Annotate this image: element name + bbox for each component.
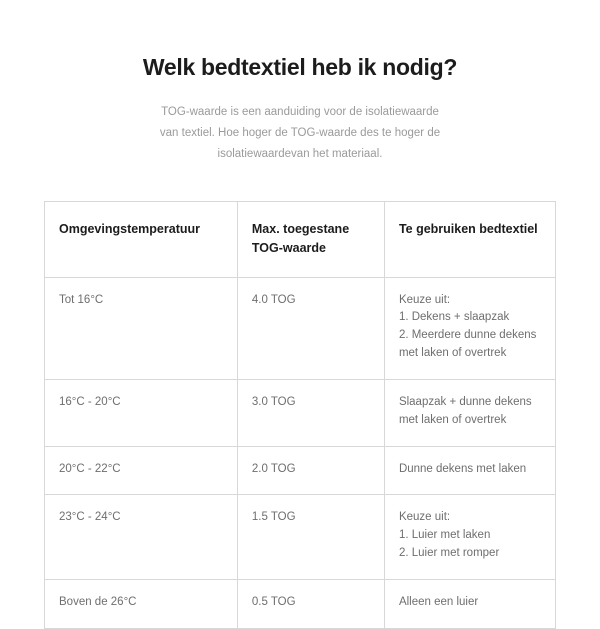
textile-line: Slaapzak + dunne dekens [398, 395, 532, 408]
cell-temperature: 23°C - 24°C [45, 495, 238, 579]
cell-temperature: 16°C - 20°C [45, 379, 238, 446]
textile-line: Keuze uit: [398, 511, 451, 524]
cell-tog: 0.5 TOG [237, 579, 384, 628]
table-row [45, 446, 556, 495]
table-header-row [45, 202, 556, 277]
table-row [45, 379, 556, 446]
cell-textile [384, 495, 555, 579]
textile-line: 1. Luier met laken [398, 529, 491, 542]
cell-tog: 4.0 TOG [237, 277, 384, 379]
column-header-textile: Te gebruiken bedtextiel [384, 202, 555, 277]
textile-line: 2. Meerdere dunne dekens [398, 329, 537, 342]
table-row [45, 277, 556, 379]
cell-temperature: Tot 16°C [45, 277, 238, 379]
intro-line-1: TOG-waarde is een aanduiding voor de isolatiewaarde [161, 105, 439, 118]
textile-line: 2. Luier met romper [398, 546, 500, 559]
textile-line: Keuze uit: [398, 293, 451, 306]
table-row [45, 579, 556, 628]
table-body [45, 277, 556, 628]
cell-tog: 1.5 TOG [237, 495, 384, 579]
cell-tog: 2.0 TOG [237, 446, 384, 495]
intro-line-3: isolatiewaardevan het materiaal. [217, 148, 383, 161]
intro-paragraph [160, 102, 440, 166]
cell-textile [384, 379, 555, 446]
cell-temperature: Boven de 26°C [45, 579, 238, 628]
page-title: Welk bedtextiel heb ik nodig? [142, 54, 458, 80]
cell-textile [384, 579, 555, 628]
cell-textile [384, 277, 555, 379]
table-row [45, 495, 556, 579]
textile-line: met laken of overtrek [398, 413, 507, 426]
textile-line: Alleen een luier [398, 595, 479, 608]
cell-temperature: 20°C - 22°C [45, 446, 238, 495]
cell-tog: 3.0 TOG [237, 379, 384, 446]
cell-textile [384, 446, 555, 495]
column-header-temperature: Omgevingstemperatuur [45, 202, 238, 277]
textile-line: met laken of overtrek [398, 347, 507, 360]
table-header [45, 202, 556, 277]
tog-table-container [44, 201, 556, 628]
textile-line: 1. Dekens + slaapzak [398, 311, 510, 324]
textile-line: Dunne dekens met laken [398, 462, 527, 475]
column-header-tog: Max. toegestane TOG-waarde [237, 202, 384, 277]
intro-line-2: van textiel. Hoe hoger de TOG-waarde des te hoger de [159, 126, 441, 139]
tog-table [44, 201, 556, 628]
